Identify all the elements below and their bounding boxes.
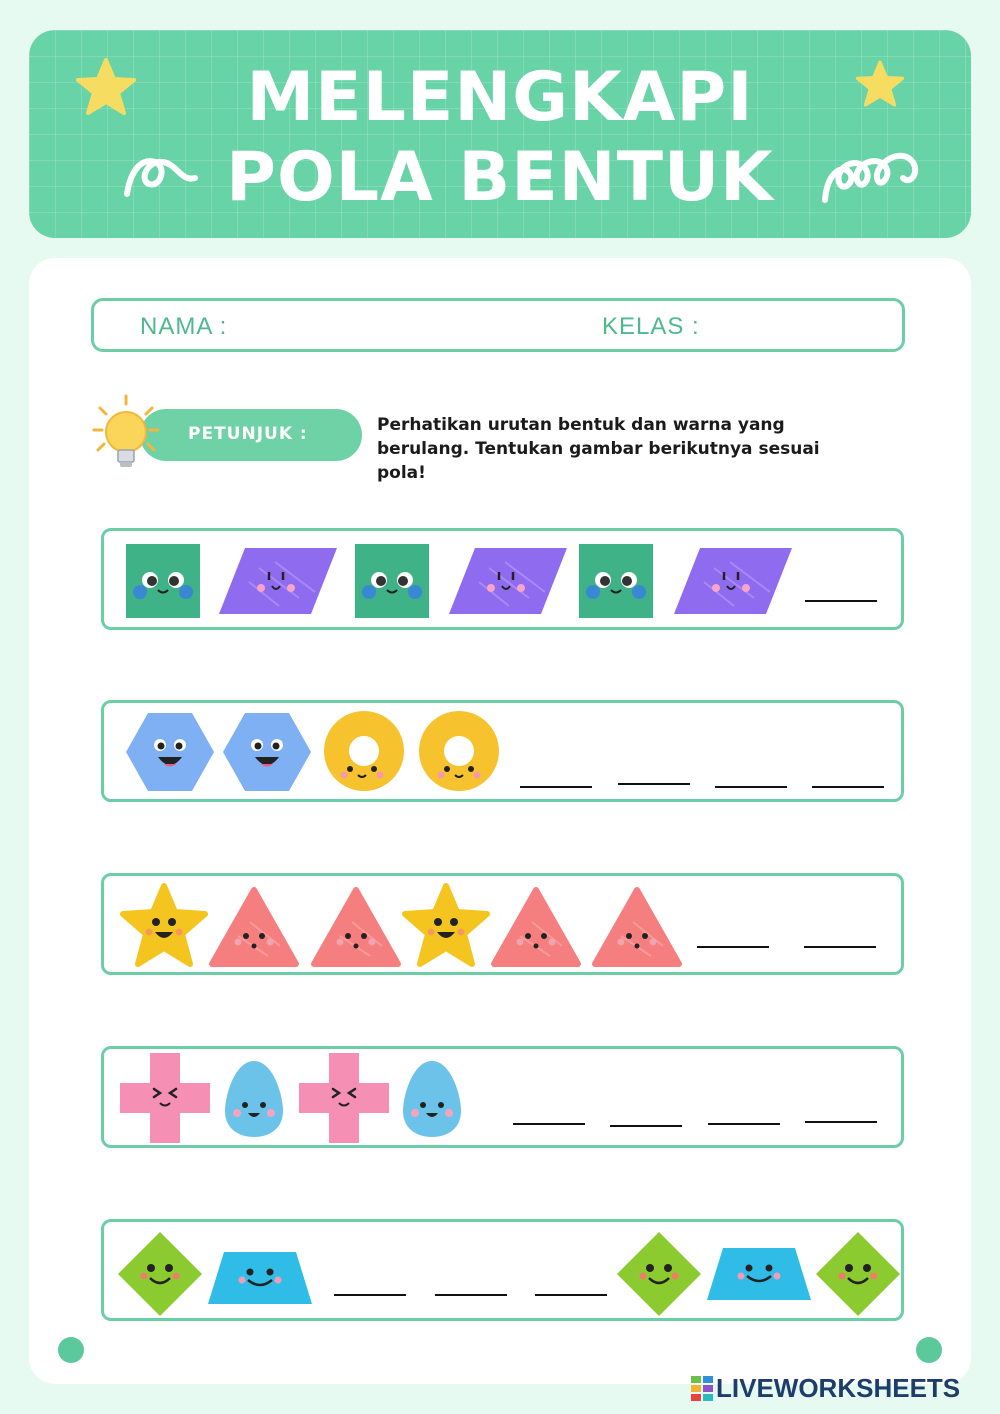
pattern-row-4 <box>101 1046 904 1148</box>
purple-parallelogram-shape <box>219 548 337 614</box>
green-square-shape <box>579 544 653 618</box>
purple-parallelogram-shape <box>449 548 567 614</box>
answer-blank[interactable] <box>715 786 787 788</box>
answer-blank[interactable] <box>708 1123 780 1125</box>
answer-blank[interactable] <box>618 783 690 785</box>
pink-triangle-shape <box>310 886 402 968</box>
yellow-star-shape <box>119 882 209 968</box>
pattern-row-1 <box>101 528 904 630</box>
green-diamond-shape <box>118 1232 202 1316</box>
yellow-star-shape <box>401 882 491 968</box>
page-title-line-2: POLA BENTUK <box>226 138 774 217</box>
answer-blank[interactable] <box>535 1294 607 1296</box>
class-label: KELAS : <box>602 313 700 340</box>
cyan-trapezoid-shape <box>707 1248 811 1300</box>
yellow-donut-shape <box>322 709 406 793</box>
watermark-text: LIVEWORKSHEETS <box>716 1373 961 1403</box>
pattern-row-3 <box>101 873 904 975</box>
instruction-text: Perhatikan urutan bentuk dan warna yang berulang. Tentukan gambar berikutnya sesuai pola! <box>377 415 820 483</box>
answer-blank[interactable] <box>812 786 884 788</box>
answer-blank[interactable] <box>334 1294 406 1296</box>
page-title-line-1: MELENGKAPI <box>246 58 754 137</box>
cyan-trapezoid-shape <box>208 1252 312 1304</box>
answer-blank[interactable] <box>513 1123 585 1125</box>
green-square-shape <box>355 544 429 618</box>
blue-egg-shape <box>223 1059 285 1139</box>
purple-parallelogram-shape <box>674 548 792 614</box>
student-info-box[interactable] <box>91 298 905 352</box>
decorative-dot <box>58 1337 84 1363</box>
pink-triangle-shape <box>490 886 582 968</box>
answer-blank[interactable] <box>805 600 877 602</box>
header-banner <box>29 30 971 238</box>
green-diamond-shape <box>617 1232 701 1316</box>
pattern-row-5 <box>101 1219 904 1321</box>
pink-cross-shape <box>120 1053 210 1143</box>
answer-blank[interactable] <box>435 1294 507 1296</box>
answer-blank[interactable] <box>805 1121 877 1123</box>
blue-hexagon-shape <box>223 713 311 791</box>
instruction-badge <box>140 409 362 461</box>
yellow-donut-shape <box>417 709 501 793</box>
answer-blank[interactable] <box>697 946 769 948</box>
answer-blank[interactable] <box>804 946 876 948</box>
answer-blank[interactable] <box>520 786 592 788</box>
blue-egg-shape <box>401 1059 463 1139</box>
lightbulb-icon <box>92 394 160 474</box>
liveworksheets-logo-icon <box>691 1376 713 1402</box>
instruction-badge-label: PETUNJUK : <box>188 424 308 444</box>
pink-triangle-shape <box>591 886 683 968</box>
pink-cross-shape <box>299 1053 389 1143</box>
green-square-shape <box>126 544 200 618</box>
green-diamond-shape <box>816 1232 900 1316</box>
pattern-row-2 <box>101 700 904 802</box>
pink-triangle-shape <box>208 886 300 968</box>
blue-hexagon-shape <box>126 713 214 791</box>
decorative-dot <box>916 1337 942 1363</box>
name-label: NAMA : <box>140 313 228 340</box>
answer-blank[interactable] <box>610 1125 682 1127</box>
